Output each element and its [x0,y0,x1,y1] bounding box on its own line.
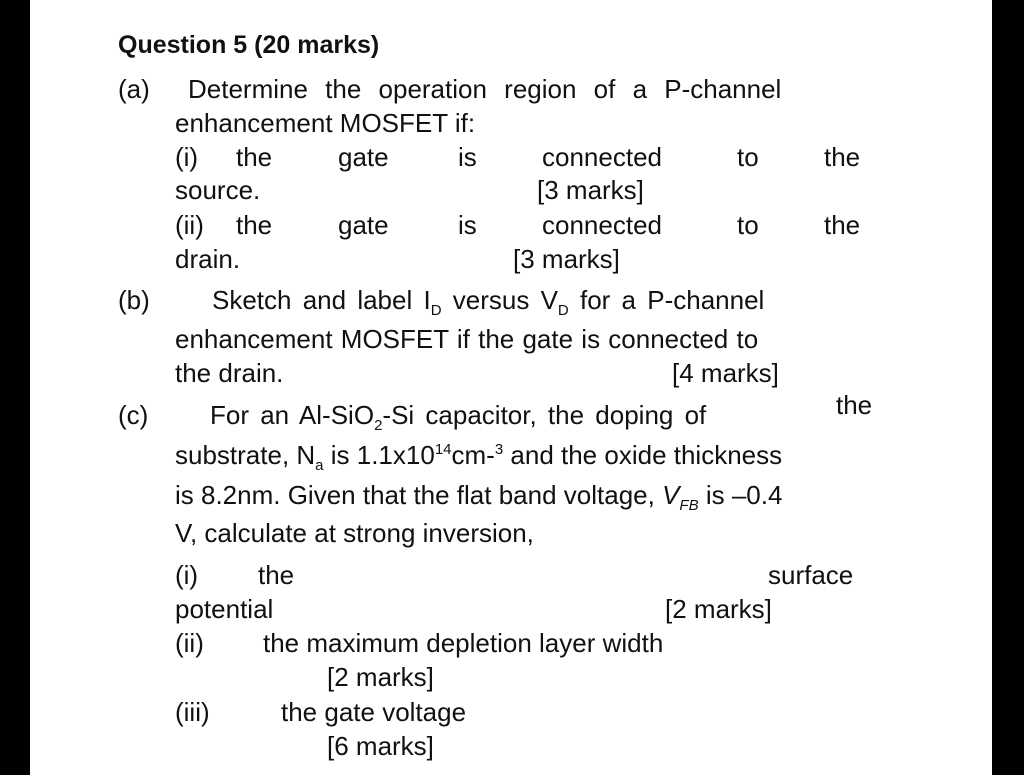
question-title: Question 5 (20 marks) [118,31,380,59]
part-a-line-2: enhancement MOSFET if: [175,108,476,138]
document-page [30,0,992,775]
part-c-i-line-2: potential [175,594,274,624]
part-a-line-1: Determine the operation region of a P-channel [188,74,782,104]
part-c-line-2: substrate, $N_a$ is $1.1x10^{14}cm-^3$ and the oxide thickness [175,440,783,474]
part-a-ii-line-2: drain. [175,244,241,274]
part-c-cut-word: the [836,404,892,418]
part-b-marks: [4 marks] [672,358,779,388]
part-a-i-word: the [824,142,861,172]
part-a-i-label: (i) [175,142,199,172]
part-a-ii-word: to [737,210,759,240]
part-c-line-4: V, calculate at strong inversion, [175,518,534,548]
part-a-ii-word: connected [542,210,662,240]
part-a-ii-word: the [236,210,273,240]
part-a-i-word: the [236,142,273,172]
part-c-iii-marks: [6 marks] [327,731,434,761]
part-a-i-word: connected [542,142,662,172]
part-c-ii-text: the maximum depletion layer width [263,628,664,658]
part-a-i-word: is [458,142,477,172]
part-a-ii-word: gate [338,210,389,240]
part-a-ii-label: (ii) [175,210,204,240]
part-c-line-1: For an Al-SiO$_2$-Si capacitor, the doping of [210,400,707,434]
part-c-label: (c) [118,400,149,430]
part-a-ii-marks: [3 marks] [513,244,620,274]
part-a-ii-word: the [824,210,861,240]
part-b-line-3: the drain. [175,358,284,388]
part-c-i-word-2: surface [768,560,854,590]
part-c-i-word-1: the [258,560,295,590]
part-a-i-word: gate [338,142,389,172]
part-c-line-3: is 8.2nm. Given that the flat band voltage, $V_{FB}$ is –0.4 [175,480,783,514]
part-a-ii-word: is [458,210,477,240]
part-a-i-marks: [3 marks] [537,175,644,205]
part-b-label: (b) [118,285,150,315]
part-a-label: (a) [118,74,150,104]
part-c-ii-label: (ii) [175,628,204,658]
part-a-i-line-2: source. [175,175,261,205]
part-c-iii-text: the gate voltage [281,697,467,727]
part-c-iii-label: (iii) [175,697,210,727]
part-c-ii-marks: [2 marks] [327,662,434,692]
part-c-i-marks: [2 marks] [665,594,772,624]
part-b-line-2: enhancement MOSFET if the gate is connected to [175,324,759,354]
part-a-i-word: to [737,142,759,172]
part-c-i-label: (i) [175,560,199,590]
part-b-line-1: Sketch and label $I_D$ versus $V_D$ for a P-channel [212,285,765,319]
